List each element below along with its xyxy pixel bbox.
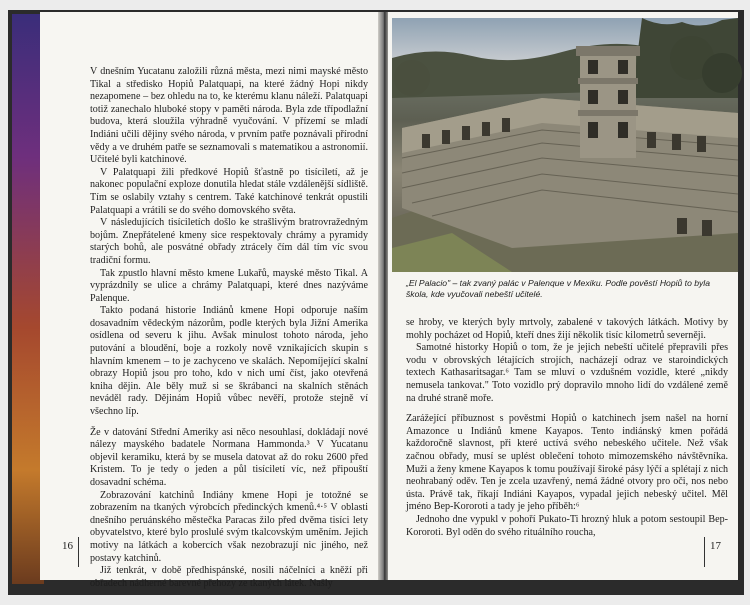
- paragraph: Již tenkrát, v době předhispánské, nosili náčelníci a kněží při obřadech nádherné barevné přehozy ze tkaných látek. Našly: [90, 565, 368, 589]
- paragraph: se hroby, ve kterých byly mrtvoly, zabalené v takových látkách. Motivy by mohly pocházet od Hopiů, kteří dnes žijí několik tisíc kilometrů severněji.: [406, 317, 728, 341]
- photo-caption: „El Palacio" – tak zvaný palác v Palenque v Mexiku. Podle pověstí Hopiů to byla škola, kde vyučovali nebeští učitelé.: [406, 278, 710, 299]
- paragraph: V následujících tisíciletích došlo ke strašlivým bratrovražedným bojům. Znepřátelené kmeny sice respektovaly chrámy a pyramidy starých bohů, ale posvátné obřady ztrácely čím dál tím víc svou tradiční formu.: [90, 217, 368, 266]
- page-number: 16: [62, 540, 73, 552]
- palace-illustration: [392, 18, 738, 272]
- palenque-palace-photo: [392, 18, 738, 272]
- paragraph: Samotné historky Hopiů o tom, že je jejich nebeští učitelé přepravili přes vodu v obrovských létajících strojích, nacházejí odraz ve staroindických textech Kathasaritsagar.⁶ Tam se mluví o vzdušném vozidle, které „nikdy nemusela tankovat." Toto vozidlo prý dopravilo mnoho lidí do vzdálené země na druhé straně moře.: [406, 342, 728, 404]
- paragraph: V dnešním Yucatanu založili různá města, mezi nimi mayské město Tikal a středisko Hopiů Palatquapi, na které žádný Hopi nikdy nezapomene – bez ohledu na to, ke kterému klanu náleží. Palatquapi totiž zanechalo hluboké stopy v paměti národa. Byla zde třípodlažní budova, která sloužila výhradně vyučování. V přízemí se mladí Indiáni učili dějiny svého národa, v prvním patře poznávali přírodní vědy a ve druhém patře se seznamovali s matematikou a astronomií. Učitelé byli katchinové.: [90, 66, 368, 166]
- paragraph: Zobrazování katchinů Indiány kmene Hopi je totožné se zobrazením na tkaných výrobcích předinckých kmenů.⁴·⁵ V oblasti dnešního peruánského městečka Paracas žilo před dvěma tisíci lety obyvatelstvo, které bylo proslulé svým tkalcovským uměním. Jejich motivy na látkách a kobercích však nezobrazují nic jiného, než postavy katchinů.: [90, 489, 368, 564]
- left-page-text: [90, 66, 368, 590]
- right-page: [388, 12, 738, 580]
- paragraph: Takto podaná historie Indiánů kmene Hopi odporuje naším dosavadním vědeckým názorům, podle kterých byla Jižní Amerika osídlena od severu k jihu. Avšak minulost tohoto národa, jeho putování a bloudění, boje a rozkoly nově vznikajících skupin s hlavním kmenem – to je zachyceno ve skalách. Nepomíjející skalní obrazy Hopiů jsou pro toho, kdo v nich umí číst, jako otevřená kniha dějin. Ale běly muž si se škrábanci na skalních stěnách neváděl rady. Dějinám Hopiů vůbec nevěří, protože stejně ví všechno líp.: [90, 305, 368, 418]
- page-number: 17: [710, 540, 721, 552]
- paragraph: V Palatquapi žili předkové Hopiů šťastně po tisíciletí, až je nakonec populační exploze donutila hledat stále vzdálenější sídliště. Tím se oslabily vztahy s centrem. Také katchinové tenkrát opustili Palatquapi a vrátili se do svého domovského světa.: [90, 166, 368, 216]
- page-number-rule: [704, 537, 705, 567]
- right-page-text: [406, 317, 728, 539]
- paragraph: Jednoho dne vypukl v pohoří Pukato-Ti hrozný hluk a potom sestoupil Bep-Kororoti. Byl oděn do svého rituálního roucha,: [406, 513, 728, 538]
- paragraph: Zarážející příbuznost s pověstmi Hopiů o katchinech jsem našel na horní Amazonce u Indiánů kmene Kayapos. Tento indiánský kmen pořádá každoročně slavnost, při které uctívá svého nebeského učitele. Než však začnou obřady, musí se uplést oblečení tohoto mimozemského návštěvníka. Muži a ženy kmene Kayapos k tomu používají široké pásy lýčí a splétají z nich neohrabaný oděv. Ten je zcela uzavřený, nemá žádné otvory pro oči, nos nebo ústa. Právě tak, říkají Indiáni Kayapos, vypadal jejich nebeský učitel. Měl jméno Bep-Kororoti a tady je jeho příběh:⁶: [406, 413, 728, 513]
- paragraph: Tak zpustlo hlavní město kmene Lukařů, mayské město Tikal. A vyprázdnily se ulice a chrámy Palatquapi, které dnes nazýváme Palenque.: [90, 267, 368, 304]
- left-page: [40, 12, 380, 589]
- paragraph: Že v datování Střední Ameriky asi něco nesouhlasí, dokládají nové nálezy mayského badatele Normana Hammonda.³ V Yucatanu objevil keramiku, která by se musela datovat až do roku 2600 před Kristem. To je tedy o jeden a půl tisíciletí víc, než připouští dosavadní schéma.: [90, 426, 368, 488]
- page-number-rule: [78, 537, 79, 567]
